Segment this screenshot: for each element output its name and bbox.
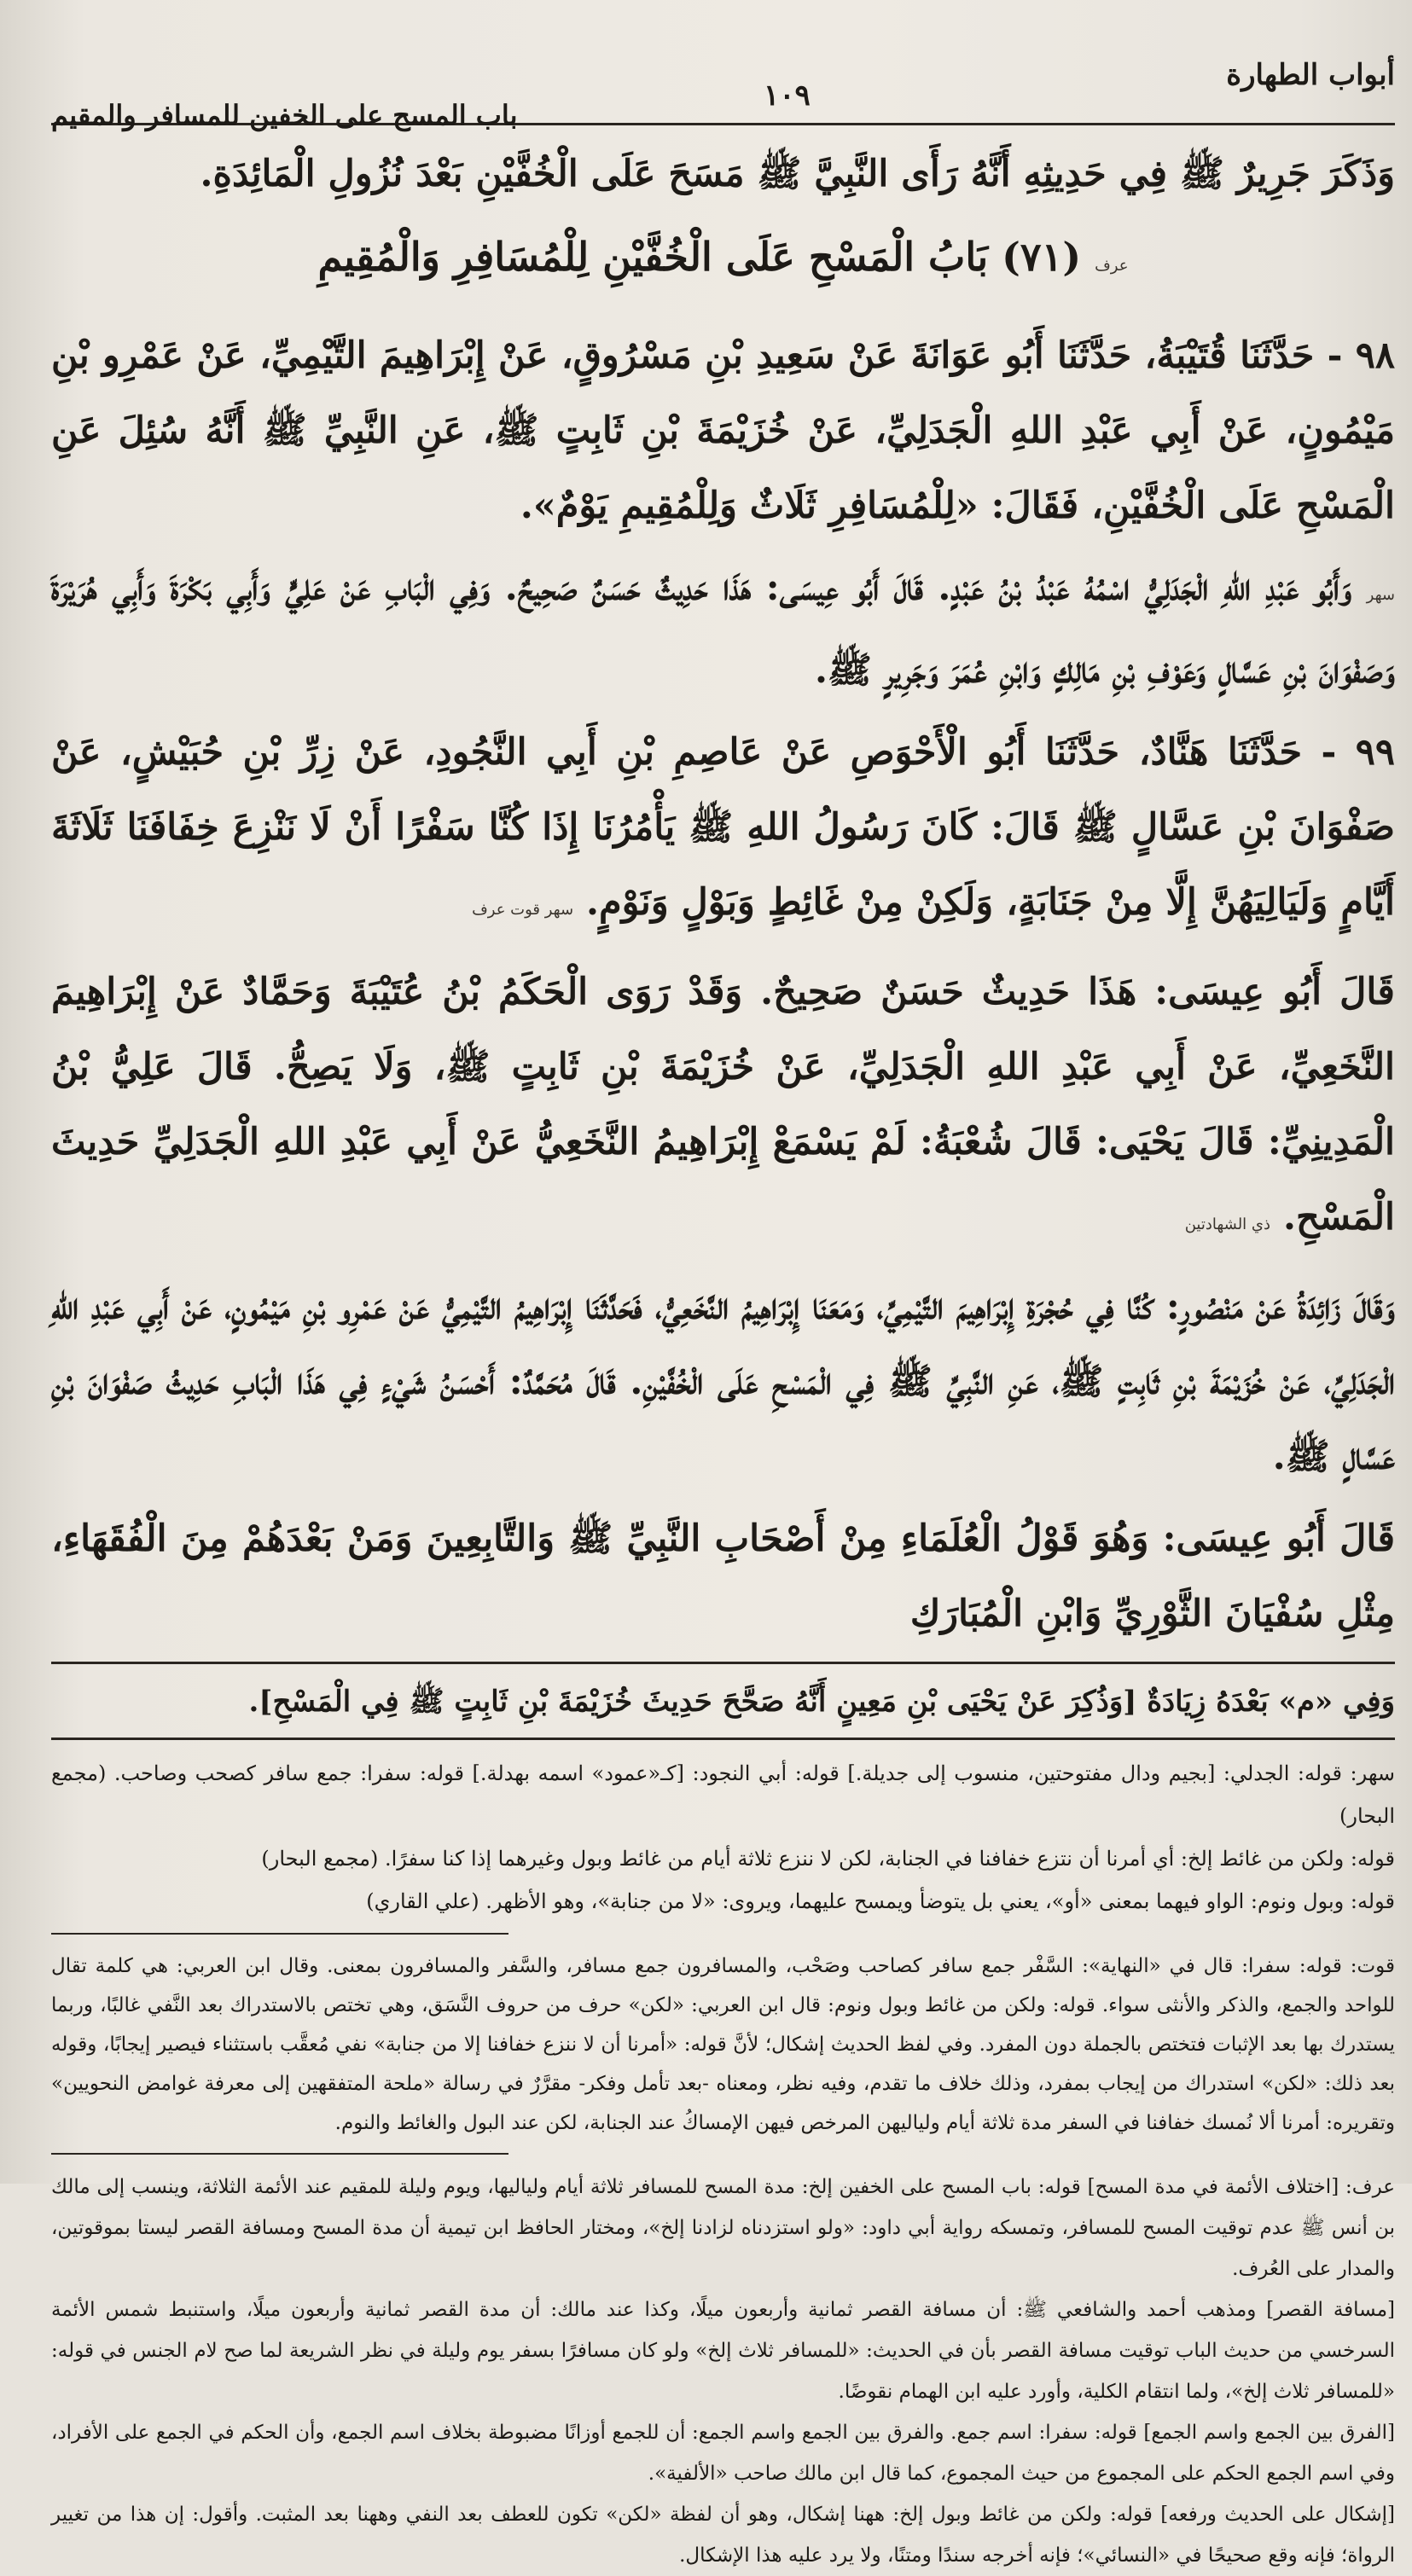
hadith-99	[51, 715, 1395, 948]
hadith-98-commentary	[51, 550, 1395, 708]
hadith-98-commentary-text: وَأَبُو عَبْدِ اللهِ الْجَدَلِيُّ اسْمُهُ عَبْدُ بْنُ عَبْدٍ. قَالَ أَبُو عِيسَى: هَذَا حَدِيثٌ حَسَنٌ صَحِيحٌ. وَفِي الْبَابِ عَنْ عَلِيٍّ وَأَبِي بَكْرَةَ وَأَبِي هُرَيْرَةَ وَصَفْوَانَ بْنِ عَسَّالٍ وَعَوْفِ بْنِ مَالِكٍ وَابْنِ عُمَرَ وَجَرِيرٍ ﷺ.	[51, 566, 1395, 692]
page-number: ١٠٩	[764, 78, 811, 113]
variant-note: وَفِي «م» بَعْدَهُ زِيَادَةٌ [وَذُكِرَ عَنْ يَحْيَى بْنِ مَعِينٍ أَنَّهُ صَحَّحَ حَدِيثَ خُزَيْمَةَ بْنِ ثَابِتٍ ﷺ فِي الْمَسْحِ].	[248, 1685, 1395, 1719]
glossary-note: سهر: قوله: الجدلي: [بجيم ودال مفتوحتين، منسوب إلى جديلة.] قوله: أبي النجود: [كـ«عمود» اسمه بهدلة.] قوله: سفرا: جمع سافر كصحب وصاحب. (مجمع البحار)	[51, 1761, 1396, 1828]
gloss-marker: عرف	[1095, 257, 1129, 275]
footnote-divider	[51, 2153, 508, 2155]
page-body	[51, 136, 1395, 2576]
hadith-98: ٩٨ - حَدَّثَنَا قُتَيْبَةُ، حَدَّثَنَا أَبُو عَوَانَةَ عَنْ سَعِيدِ بْنِ مَسْرُوقٍ، عَنْ إِبْرَاهِيمَ التَّيْمِيِّ، عَنْ عَمْرِو بْنِ مَيْمُونٍ، عَنْ أَبِي عَبْدِ اللهِ الْجَدَلِيِّ، عَنْ خُزَيْمَةَ بْنِ ثَابِتٍ ﷺ، عَنِ النَّبِيِّ ﷺ أَنَّهُ سُئِلَ عَنِ الْمَسْحِ عَلَى الْخُفَّيْنِ، فَقَالَ: «لِلْمُسَافِرِ ثَلَاثٌ وَلِلْمُقِيمِ يَوْمٌ».	[51, 334, 1395, 527]
hadith-99-scholars: قَالَ أَبُو عِيسَى: وَهُوَ قَوْلُ الْعُلَمَاءِ مِنْ أَصْحَابِ النَّبِيِّ ﷺ وَالتَّابِعِينَ وَمَنْ بَعْدَهُمْ مِنَ الْفُقَهَاءِ، مِثْلِ سُفْيَانَ الثَّوْرِيِّ وَابْنِ الْمُبَارَكِ	[51, 1517, 1395, 1635]
commentary-paragraph: [الفرق بين الجمع واسم الجمع] قوله: سفرا: اسم جمع. والفرق بين الجمع واسم الجمع: أن للجمع أوزانًا مضبوطة بخلاف اسم الجمع، وأن الحكم في الجمع على الأفراد، وفي اسم الجمع الحكم على المجموع من حيث المجموع، كما قال ابن مالك صاحب «الألفية».	[51, 2422, 1395, 2485]
book-section-title: أبواب الطهارة	[1226, 58, 1395, 92]
footnote-divider	[51, 1738, 1395, 1740]
hadith-99-grading	[51, 954, 1395, 1262]
glossary-note: قوله: وبول ونوم: الواو فيهما بمعنى «أو»، يعني بل يتوضأ ويمسح عليهما، ويروى: «لا من جنابة»، وهو الأظهر. (علي القاري)	[366, 1889, 1395, 1913]
commentary-paragraph: [مسافة القصر] ومذهب أحمد والشافعي ﷺ: أن مسافة القصر ثمانية وأربعون ميلًا، وكذا عند مالك: أن مدة القصر ثمانية وأربعون ميلًا، واستنبط شمس الأئمة السرخسي من حديث الباب توقيت مسافة القصر بأن في الحديث: «للمسافر ثلاث إلخ» ولو كان مسافرًا بسفر يوم وليلة في نظر الشريعة لما صح لام الجنس في قوله: «للمسافر ثلاث إلخ»، ولما انتقام الكلية، وأورد عليه ابن الهمام نقوضًا.	[51, 2299, 1395, 2403]
gloss-marker: ذي الشهادتين	[1184, 1215, 1271, 1233]
footnote-divider	[51, 1933, 508, 1935]
commentary-urf	[51, 2167, 1395, 2576]
hadith-99-zaida-report: وَقَالَ زَائِدَةُ عَنْ مَنْصُورٍ: كُنَّا فِي حُجْرَةِ إِبْرَاهِيمَ التَّيْمِيِّ، وَمَعَنَا إِبْرَاهِيمُ النَّخَعِيُّ، فَحَدَّثَنَا إِبْرَاهِيمُ التَّيْمِيُّ عَنْ عَمْرِو بْنِ مَيْمُونٍ، عَنْ أَبِي عَبْدِ اللهِ الْجَدَلِيِّ، عَنْ خُزَيْمَةَ بْنِ ثَابِتٍ ﷺ، عَنِ النَّبِيِّ ﷺ فِي الْمَسْحِ عَلَى الْخُفَّيْنِ. قَالَ مُحَمَّدٌ: أَحْسَنُ شَيْءٍ فِي هَذَا الْبَابِ حَدِيثُ صَفْوَانَ بْنِ عَسَّالٍ ﷺ.	[51, 1285, 1395, 1478]
running-header	[51, 55, 1395, 131]
hadith-99-text: ٩٩ - حَدَّثَنَا هَنَّادٌ، حَدَّثَنَا أَبُو الْأَحْوَصِ عَنْ عَاصِمِ بْنِ أَبِي النَّجُودِ، عَنْ زِرِّ بْنِ حُبَيْشٍ، عَنْ صَفْوَانَ بْنِ عَسَّالٍ ﷺ قَالَ: كَانَ رَسُولُ اللهِ ﷺ يَأْمُرُنَا إِذَا كُنَّا سَفْرًا أَنْ لَا نَنْزِعَ خِفَافَنَا ثَلَاثَةَ أَيَّامٍ وَلَيَالِيَهُنَّ إِلَّا مِنْ جَنَابَةٍ، وَلَكِنْ مِنْ غَائِطٍ وَبَوْلٍ وَنَوْمٍ.	[51, 731, 1395, 924]
chapter-running-title: باب المسح على الخفين للمسافر والمقيم	[51, 99, 518, 131]
glossary-note: قوله: ولكن من غائط إلخ: أي أمرنا أن نتزع خفافنا في الجنابة، لكن لا ننزع ثلاثة أيام من غائط وبول وغيرهما إذا كنا سفرًا. (مجمع البحار)	[261, 1847, 1395, 1871]
chapter-title: (٧١) بَابُ الْمَسْحِ عَلَى الْخُفَّيْنِ لِلْمُسَافِرِ وَالْمُقِيمِ	[317, 234, 1082, 280]
footnote-divider	[51, 1662, 1395, 1664]
intro-paragraph: وَذَكَرَ جَرِيرٌ ﷺ فِي حَدِيثِهِ أَنَّهُ رَأَى النَّبِيَّ ﷺ مَسَحَ عَلَى الْخُفَّيْنِ بَعْدَ نُزُولِ الْمَائِدَةِ.	[200, 153, 1395, 195]
gloss-marker: سهر	[1366, 586, 1395, 604]
glossary-notes	[51, 1752, 1395, 1923]
commentary-paragraph: [إشكال على الحديث ورفعه] قوله: ولكن من غائط وبول إلخ: ههنا إشكال، وهو أن لفظة «لكن» تكون للعطف بعد النفي وههنا بعد المثبت. وأقول: إن هذا من تغيير الرواة؛ فإنه وقع صحيحًا في «النسائي»؛ فإنه أخرجه سندًا ومتنًا، ولا يرد عليه هذا الإشكال.	[51, 2503, 1395, 2567]
commentary-qut	[51, 1947, 1395, 2143]
commentary-paragraph: عرف: [اختلاف الأئمة في مدة المسح] قوله: باب المسح على الخفين إلخ: مدة المسح للمسافر ثلاثة أيام ولياليها، ويوم وليلة للمقيم عند الأئمة الثلاثة، وينسب إلى مالك بن أنس ﷺ عدم توقيت المسح للمسافر، وتمسكه رواية أبي داود: «ولو استزدناه لزادنا إلخ»، ومختار الحافظ ابن تيمية أن مدة المسح ومسافة القصر ليستا بموقوتين، والمدار على العُرف.	[51, 2176, 1395, 2280]
chapter-title-block	[51, 218, 1395, 305]
hadith-99-grading-text: قَالَ أَبُو عِيسَى: هَذَا حَدِيثٌ حَسَنٌ صَحِيحٌ. وَقَدْ رَوَى الْحَكَمُ بْنُ عُتَيْبَةَ وَحَمَّادٌ عَنْ إِبْرَاهِيمَ النَّخَعِيِّ، عَنْ أَبِي عَبْدِ اللهِ الْجَدَلِيِّ، عَنْ خُزَيْمَةَ بْنِ ثَابِتٍ ﷺ، وَلَا يَصِحُّ. قَالَ عَلِيُّ بْنُ الْمَدِينِيِّ: قَالَ يَحْيَى: قَالَ شُعْبَةُ: لَمْ يَسْمَعْ إِبْرَاهِيمُ النَّخَعِيُّ عَنْ أَبِي عَبْدِ اللهِ الْجَدَلِيِّ حَدِيثَ الْمَسْحِ.	[51, 971, 1395, 1239]
commentary-paragraph: قوت: قوله: سفرا: قال في «النهاية»: السَّفْر جمع سافر كصاحب وصَحْب، والمسافرون جمع مسافر، والسَّفر والمسافرون بمعنى. وقال ابن العربي: هي كلمة تقال للواحد والجمع، والذكر والأنثى سواء. قوله: ولكن من غائط وبول ونوم: قال ابن العربي: «لكن» حرف من حروف النَّسَق، وهي تختص بالاستدراك بعد النَّفي غالبًا، وربما يستدرك بها بعد الإثبات فتختص بالجملة دون المفرد. وفي لفظ الحديث إشكال؛ لأنَّ قوله: «أمرنا أن لا ننزع خفافنا إلا من جنابة» نفي مُعقَّب باستثناء فيصير إيجابًا، وقوله بعد ذلك: «لكن» استدراك من إيجاب بمفرد، وذلك خلاف ما تقدم، وفيه نظر، ومعناه -بعد تأمل وفكر- مقرَّرٌ في رسالة «ملحة المتفقهين إلى معرفة غوامض النحويين» وتقريره: أمرنا ألا نُمسك خفافنا في السفر مدة ثلاثة أيام ولياليهن المرخص فيهن الإمساكُ عند الجنابة، لكن عند البول والغائط والنوم.	[51, 1955, 1395, 2134]
gloss-marker: سهر قوت عرف	[472, 901, 574, 919]
